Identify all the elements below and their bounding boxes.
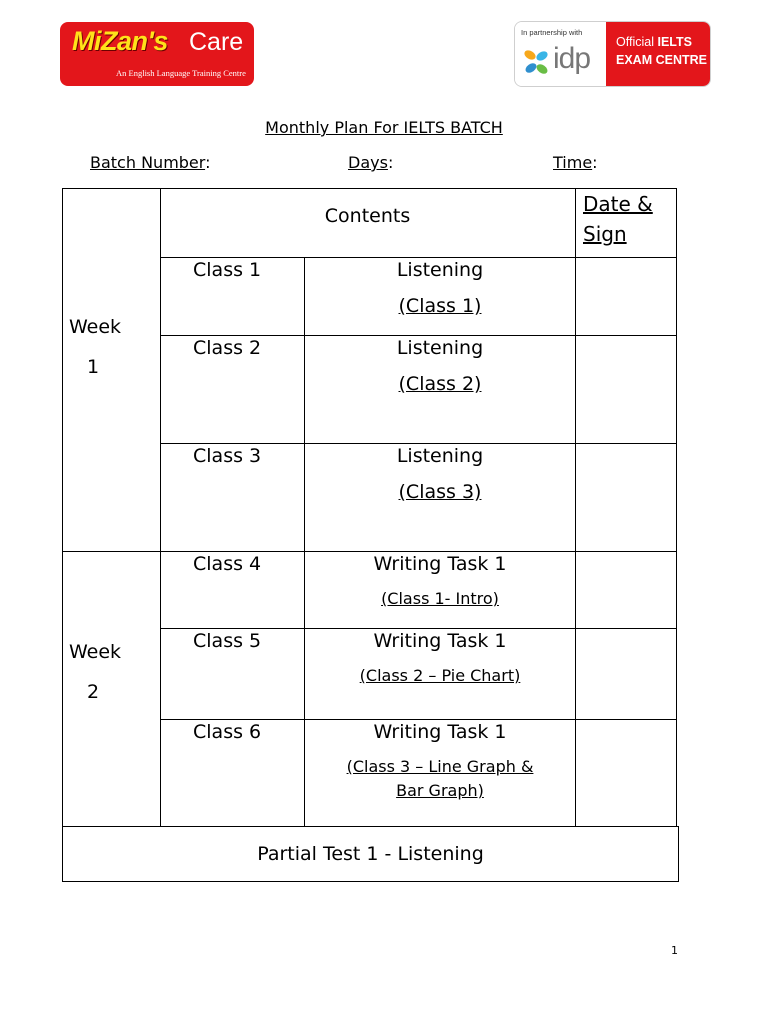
colon: :: [592, 153, 598, 172]
subject-text: Writing Task 1: [373, 721, 507, 743]
page-title: Monthly Plan For IELTS BATCH: [265, 118, 503, 137]
week-number: 2: [87, 681, 100, 703]
date-sign-header: [583, 189, 653, 249]
days-field: [348, 153, 393, 172]
ielts-word: IELTS: [657, 35, 692, 49]
detail-text: (Class 1): [398, 295, 482, 317]
class-6-content: [305, 721, 575, 800]
detail-text: (Class 3): [398, 481, 482, 503]
idp-ielts-logo: [514, 21, 711, 87]
colon: :: [205, 153, 211, 172]
week-word: Week: [69, 641, 122, 663]
class-2-label: Class 2: [193, 337, 262, 359]
class-4-label: Class 4: [193, 553, 262, 575]
detail-text-line1: (Class 3 – Line Graph &: [346, 757, 534, 776]
official-word: Official: [616, 35, 654, 49]
partnership-text: In partnership with: [521, 28, 583, 37]
partial-test-row: Partial Test 1 - Listening: [257, 843, 484, 865]
logo-tagline: An English Language Training Centre: [116, 68, 246, 78]
time-field: [553, 153, 598, 172]
date-sign-header-line1: Date &: [583, 192, 653, 216]
logo-brand-main: MiZan's: [72, 26, 168, 56]
subject-text: Listening: [396, 445, 484, 467]
class-1-label: Class 1: [193, 259, 262, 281]
days-label: Days: [348, 153, 388, 172]
exam-centre-text: EXAM CENTRE: [616, 53, 707, 67]
contents-header: Contents: [324, 205, 411, 227]
time-label: Time: [553, 153, 593, 172]
class-3-label: Class 3: [193, 445, 262, 467]
class-2-content: [305, 337, 575, 395]
class-6-label: Class 6: [193, 721, 262, 743]
class-4-content: [305, 553, 575, 608]
idp-mark-icon: [521, 46, 551, 78]
class-1-content: [305, 259, 575, 317]
page-number: 1: [671, 944, 678, 957]
subject-text: Writing Task 1: [373, 630, 507, 652]
class-5-label: Class 5: [193, 630, 262, 652]
batch-number-label: Batch Number: [90, 153, 206, 172]
class-5-content: [305, 630, 575, 685]
idp-wordmark: idp: [553, 42, 591, 75]
week-word: Week: [69, 316, 122, 338]
subject-text: Listening: [396, 259, 484, 281]
ielts-panel: [606, 22, 710, 86]
detail-text-line2: Bar Graph): [396, 781, 484, 800]
class-3-content: [305, 445, 575, 503]
mizans-care-logo: [60, 22, 254, 86]
week-1-label: [69, 307, 121, 387]
logo-brand-suffix: Care: [189, 28, 244, 56]
date-sign-header-line2: Sign: [583, 222, 627, 246]
detail-text: (Class 1- Intro): [381, 589, 499, 608]
detail-text: (Class 2 – Pie Chart): [359, 666, 521, 685]
week-2-label: [69, 632, 121, 712]
colon: :: [387, 153, 394, 172]
detail-text: (Class 2): [398, 373, 482, 395]
batch-number-field: [90, 153, 210, 172]
subject-text: Listening: [396, 337, 484, 359]
idp-panel: [515, 22, 605, 86]
official-ielts-text: [616, 35, 692, 49]
subject-text: Writing Task 1: [373, 553, 507, 575]
week-number: 1: [87, 356, 100, 378]
